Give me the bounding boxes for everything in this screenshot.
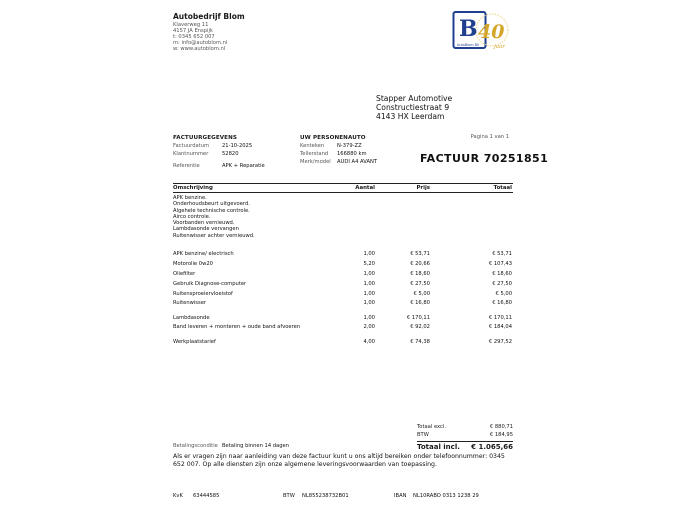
recipient-line: 4143 HX Leerdam bbox=[376, 112, 445, 121]
line-total: € 18,60 bbox=[492, 271, 512, 277]
description-line: Algehele technische controle. bbox=[173, 207, 250, 214]
line-price: € 92,02 bbox=[410, 324, 430, 330]
detail-label: Tellerstand bbox=[300, 151, 329, 157]
line-qty: 2,00 bbox=[363, 324, 375, 330]
btw-label: BTW bbox=[283, 493, 295, 499]
description-line: Voorbanden vernieuwd. bbox=[173, 220, 235, 227]
table-header-bottom-line bbox=[173, 192, 513, 193]
table-row bbox=[173, 270, 513, 278]
company-address-line: Klaverweg 11 bbox=[173, 22, 209, 28]
totals-line bbox=[417, 441, 513, 442]
line-description: Lambdasonde bbox=[173, 315, 210, 321]
line-description: Band leveren + monteren + oude band afvoeren bbox=[173, 324, 301, 330]
reference-label: Referentie bbox=[173, 163, 200, 169]
logo-letter: B bbox=[459, 16, 478, 42]
work-description bbox=[173, 195, 255, 239]
reference-row bbox=[173, 162, 288, 170]
total-excl-value: € 880,71 bbox=[489, 424, 513, 430]
detail-row bbox=[173, 150, 288, 158]
invoice-details bbox=[173, 135, 288, 170]
vat-value: € 184,95 bbox=[489, 432, 513, 438]
line-qty: 1,00 bbox=[363, 271, 375, 277]
iban-value: NL10RABO 0313 1238 29 bbox=[413, 493, 479, 499]
table-row bbox=[173, 299, 513, 307]
line-total: € 107,43 bbox=[488, 261, 512, 267]
detail-row bbox=[300, 158, 410, 166]
page-info: Pagina 1 van 1 bbox=[470, 134, 509, 140]
table-row bbox=[173, 290, 513, 298]
detail-label: Factuurdatum bbox=[173, 143, 210, 149]
logo-number: 40 bbox=[478, 21, 505, 43]
table-row bbox=[173, 338, 513, 346]
header-description: Omschrijving bbox=[173, 185, 213, 191]
line-description: Motorolie 0w20 bbox=[173, 261, 213, 267]
invoice-note: Als er vragen zijn naar aanleiding van deze factuur kunt u ons altijd bereiken onder telefoonnummer: 0345 652 007. Op alle diensten zijn onze algemene leveringsvoorwaarden van toepassing. bbox=[173, 453, 505, 468]
iban-label: IBAN bbox=[394, 493, 407, 499]
payment-condition bbox=[173, 442, 353, 450]
logo-caption: AutoBlom BV bbox=[457, 43, 480, 47]
detail-value: 166880 km bbox=[337, 151, 367, 157]
invoice-title: FACTUUR 70251851 bbox=[420, 152, 549, 165]
line-price: € 53,71 bbox=[410, 251, 430, 257]
recipient-line: Stapper Automotive bbox=[376, 94, 453, 103]
table-row bbox=[173, 280, 513, 288]
vat-label: BTW bbox=[417, 432, 429, 438]
company-name: Autobedrijf Blom bbox=[173, 12, 245, 21]
line-qty: 4,00 bbox=[363, 339, 375, 345]
line-total: € 170,11 bbox=[488, 315, 512, 321]
company-address bbox=[173, 22, 245, 52]
line-total: € 184,04 bbox=[488, 324, 512, 330]
company-logo bbox=[452, 10, 514, 54]
description-line: Ruitenwisser achter vernieuwd. bbox=[173, 232, 255, 239]
line-total: € 16,80 bbox=[492, 300, 512, 306]
table-header-top-line bbox=[173, 183, 513, 184]
vehicle-title: UW PERSONENAUTO bbox=[300, 135, 366, 141]
description-line: Onderhoudsbeurt uitgevoerd. bbox=[173, 201, 250, 208]
line-qty: 1,00 bbox=[363, 300, 375, 306]
description-line: Lambdasonde vervangen bbox=[173, 226, 239, 233]
line-description: Ruitensproeiervloeistof bbox=[173, 291, 233, 297]
company-address-line: 4157 JA Enspijk bbox=[173, 28, 213, 34]
header-total: Totaal bbox=[493, 185, 512, 191]
total-incl-value: € 1.065,66 bbox=[471, 443, 513, 451]
company-address-line: w: www.autoblom.nl bbox=[173, 46, 226, 52]
line-price: € 170,11 bbox=[406, 315, 430, 321]
line-description: Werkplaatstarief bbox=[173, 339, 216, 345]
detail-value: 52820 bbox=[222, 151, 239, 157]
logo-graphic bbox=[452, 10, 514, 54]
line-total: € 53,71 bbox=[492, 251, 512, 257]
total-incl-row bbox=[417, 443, 513, 453]
line-qty: 1,00 bbox=[363, 281, 375, 287]
recipient-address bbox=[376, 94, 452, 121]
detail-label: Klantnummer bbox=[173, 151, 209, 157]
line-total: € 5,00 bbox=[495, 291, 512, 297]
line-qty: 1,00 bbox=[363, 291, 375, 297]
detail-row bbox=[173, 142, 288, 150]
footer-kvk bbox=[173, 493, 220, 499]
detail-value: 21-10-2025 bbox=[222, 143, 253, 149]
table-row bbox=[173, 323, 513, 331]
detail-row bbox=[300, 150, 410, 158]
company-address-line: t: 0345 652 007 bbox=[173, 34, 215, 40]
btw-value: NL855238732B01 bbox=[302, 493, 349, 499]
line-price: € 18,60 bbox=[410, 271, 430, 277]
total-excl-label: Totaal excl. bbox=[417, 424, 446, 430]
line-total: € 27,50 bbox=[492, 281, 512, 287]
line-price: € 5,00 bbox=[413, 291, 430, 297]
line-price: € 16,80 bbox=[410, 300, 430, 306]
invoice-details-title: FACTUURGEGEVENS bbox=[173, 135, 238, 141]
line-description: APK benzine/ electrisch bbox=[173, 251, 234, 257]
line-total: € 297,52 bbox=[488, 339, 512, 345]
vehicle-details bbox=[300, 135, 410, 166]
company-block bbox=[173, 12, 245, 52]
recipient-line: Constructiestraat 9 bbox=[376, 103, 450, 112]
header-qty: Aantal bbox=[355, 185, 375, 191]
line-price: € 20,66 bbox=[410, 261, 430, 267]
line-price: € 27,50 bbox=[410, 281, 430, 287]
header-price: Prijs bbox=[416, 185, 430, 191]
description-line: Airco controle. bbox=[173, 213, 211, 220]
footer-iban bbox=[394, 493, 479, 499]
table-row bbox=[173, 260, 513, 268]
reference-value: APK + Reparatie bbox=[222, 163, 265, 169]
line-qty: 5,20 bbox=[363, 261, 375, 267]
line-qty: 1,00 bbox=[363, 251, 375, 257]
logo-sub: jaar bbox=[494, 44, 505, 50]
description-line: APK benzine. bbox=[173, 195, 207, 201]
detail-value: AUDI A4 AVANT bbox=[337, 159, 378, 165]
line-price: € 74,38 bbox=[410, 339, 430, 345]
company-address-line: m: info@autoblom.nl bbox=[173, 40, 228, 46]
detail-label: Kenteken bbox=[300, 143, 325, 149]
line-description: Gebruik Diagnose-computer bbox=[173, 281, 247, 287]
detail-value: N-379-ZZ bbox=[337, 143, 362, 149]
table-row bbox=[173, 250, 513, 258]
line-qty: 1,00 bbox=[363, 315, 375, 321]
footer-btw bbox=[283, 493, 349, 499]
line-description: Ruitenwisser bbox=[173, 300, 207, 306]
payment-value: Betaling binnen 14 dagen bbox=[222, 443, 290, 449]
table-row bbox=[173, 314, 513, 322]
kvk-label: KvK bbox=[173, 493, 183, 499]
detail-label: Merk/model bbox=[300, 159, 331, 165]
kvk-value: 63444585 bbox=[193, 493, 220, 499]
line-description: Oliefilter bbox=[173, 271, 196, 277]
detail-row bbox=[300, 142, 410, 150]
payment-label: Betalingsconditie bbox=[173, 443, 218, 449]
total-incl-label: Totaal incl. bbox=[417, 443, 460, 451]
